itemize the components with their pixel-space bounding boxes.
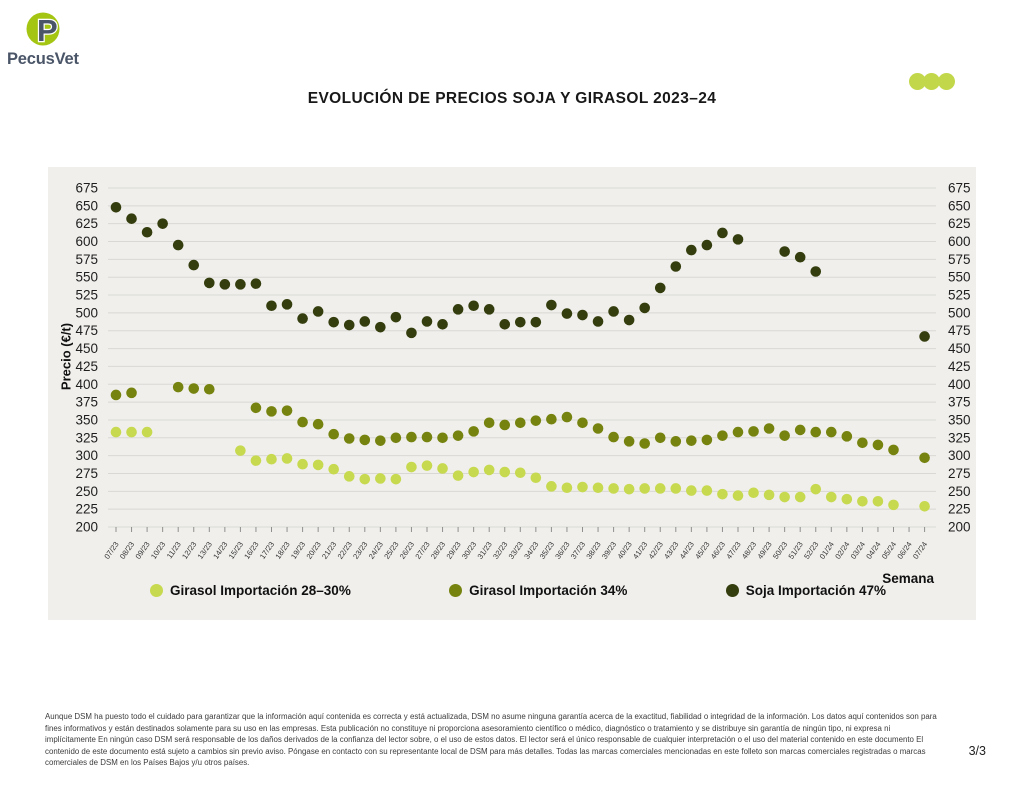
y-tick-label-right: 625 [948,216,971,232]
data-point [313,306,324,317]
data-point [810,484,821,495]
data-point [422,460,433,471]
y-tick-label-left: 400 [75,376,98,392]
data-point [391,312,402,323]
x-tick-label: 15/23 [226,539,246,561]
data-point [111,427,122,438]
data-point [499,319,510,330]
data-point [562,482,573,493]
data-point [531,317,542,328]
disclaimer-line: comerciales de DSM en los Países Bajos y/u otros países. [45,758,250,768]
data-point [484,418,495,429]
data-point [593,482,604,493]
data-point [639,483,650,494]
y-tick-label-right: 375 [948,394,971,410]
y-tick-label-right: 650 [948,198,971,214]
data-point [593,316,604,327]
data-point [453,470,464,481]
y-tick-label-right: 250 [948,483,971,499]
x-tick-label: 36/23 [553,539,572,561]
data-point [779,492,790,503]
x-tick-label: 02/24 [833,539,852,561]
x-tick-label: 05/24 [879,539,899,561]
data-point [313,419,324,430]
data-point [437,319,448,330]
data-point [608,306,619,317]
data-point [406,432,417,443]
data-point [375,473,386,484]
disclaimer-line: fines informativos y están destinados solamente para su uso en las empresas. Esta publicación no constituye ni proporciona asesoramiento científico o médico, diagnóstico o tratamiento y se distribuye sin garantía de ningún tipo, ni expresa ni [45,723,891,733]
x-tick-label: 11/23 [164,539,183,561]
decoration-dot [938,73,955,90]
data-point [328,429,339,440]
data-point [608,432,619,443]
data-point [515,317,526,328]
y-tick-label-right: 500 [948,305,971,321]
data-point [126,427,137,438]
disclaimer [45,711,975,769]
chart-panel [48,167,976,620]
data-point [422,432,433,443]
x-tick-label: 51/23 [786,539,805,561]
data-point [375,322,386,333]
data-point [406,462,417,473]
data-point [748,487,759,498]
data-point [639,303,650,314]
data-point [391,474,402,485]
y-tick-label-right: 275 [948,465,971,481]
x-tick-label: 43/23 [662,539,681,561]
y-tick-label-right: 550 [948,269,971,285]
legend-item-0 [150,583,351,598]
data-point [919,501,930,512]
x-tick-label: 50/23 [771,539,790,561]
x-tick-label: 10/23 [149,539,168,561]
y-tick-label-right: 300 [948,448,971,464]
x-tick-label: 45/23 [693,539,712,561]
data-point [126,213,137,224]
data-point [282,453,293,464]
data-point [810,427,821,438]
data-point [468,426,479,437]
x-tick-label: 26/23 [397,539,417,561]
data-point [391,432,402,443]
x-tick-label: 32/23 [491,539,510,561]
x-tick-label: 13/23 [195,539,214,561]
data-point [655,432,666,443]
data-point [639,438,650,449]
data-point [873,440,884,451]
x-tick-label: 31/23 [475,539,494,561]
logo [7,12,127,69]
x-tick-label: 24/23 [366,539,385,561]
data-point [111,202,122,213]
data-point [733,427,744,438]
data-point [919,452,930,463]
data-point [577,418,588,429]
legend-dot-icon [726,584,739,597]
x-tick-label: 04/24 [864,539,883,561]
x-tick-label: 19/23 [288,539,308,561]
y-tick-label-left: 650 [75,198,98,214]
legend-label: Girasol Importación 34% [469,583,628,598]
y-tick-label-right: 200 [948,519,971,535]
y-tick-label-left: 250 [75,483,98,499]
data-point [360,435,371,446]
data-point [826,427,837,438]
data-point [235,279,246,290]
y-tick-label-right: 600 [948,234,971,250]
y-axis-title: Precio (€/t) [58,322,74,391]
data-point [344,433,355,444]
data-point [577,310,588,321]
x-tick-label: 46/23 [708,539,728,561]
y-tick-label-right: 475 [948,323,971,339]
x-tick-label: 22/23 [335,539,354,561]
x-tick-label: 07/23 [102,539,121,561]
data-point [546,414,557,425]
data-point [157,218,168,229]
data-point [655,483,666,494]
data-point [111,390,122,401]
data-point [297,417,308,428]
x-tick-label: 12/23 [180,539,199,561]
x-tick-label: 07/24 [910,539,930,561]
x-tick-label: 20/23 [304,539,323,561]
data-point [173,240,184,251]
legend-dot-icon [150,584,163,597]
data-point [499,467,510,478]
data-point [888,500,899,511]
page-title: EVOLUCIÓN DE PRECIOS SOJA Y GIRASOL 2023–24 [307,90,717,107]
y-tick-label-left: 425 [75,358,98,374]
data-point [344,320,355,331]
data-point [360,474,371,485]
data-point [266,454,277,465]
y-tick-label-left: 225 [75,501,98,517]
data-point [468,467,479,478]
x-tick-label: 33/23 [506,539,525,561]
logo-mark-icon [26,12,62,48]
x-tick-label: 17/23 [257,539,277,561]
data-point [857,496,868,507]
x-tick-label: 03/24 [848,539,868,561]
data-point [437,432,448,443]
data-point [297,459,308,470]
data-point [702,485,713,496]
data-point [142,427,153,438]
data-point [608,483,619,494]
data-point [173,382,184,393]
data-point [282,299,293,310]
data-point [204,278,215,289]
data-point [328,464,339,475]
data-point [422,316,433,327]
data-point [188,383,199,394]
legend-item-1 [449,583,627,598]
data-point [251,455,262,466]
x-tick-label: 23/23 [351,539,370,561]
data-point [686,485,697,496]
x-tick-label: 14/23 [211,539,230,561]
page-number: 3/3 [968,744,986,758]
y-tick-label-right: 675 [948,180,971,196]
data-point [251,403,262,414]
data-point [857,437,868,448]
svg-text:P: P [37,13,58,48]
data-point [795,252,806,263]
legend-dot-icon [449,584,462,597]
y-tick-label-right: 425 [948,358,971,374]
data-point [671,436,682,447]
data-point [842,431,853,442]
data-point [266,406,277,417]
y-tick-label-left: 675 [75,180,98,196]
data-point [484,304,495,315]
data-point [717,430,728,441]
y-tick-label-left: 375 [75,394,98,410]
data-point [826,492,837,503]
data-point [779,246,790,257]
data-point [764,423,775,434]
data-point [795,492,806,503]
y-tick-label-right: 325 [948,430,971,446]
x-tick-label: 35/23 [537,539,557,561]
x-tick-label: 27/23 [413,539,432,561]
y-tick-label-right: 350 [948,412,971,428]
data-point [919,331,930,342]
y-tick-label-left: 325 [75,430,98,446]
x-tick-label: 39/23 [599,539,619,561]
data-point [748,426,759,437]
x-tick-label: 48/23 [739,539,759,561]
chart-canvas [48,167,976,620]
x-tick-label: 38/23 [584,539,603,561]
chart-legend [150,583,886,598]
data-point [873,496,884,507]
data-point [328,317,339,328]
data-point [779,430,790,441]
y-tick-label-left: 200 [75,519,98,535]
x-tick-label: 47/23 [724,539,743,561]
y-tick-label-left: 550 [75,269,98,285]
x-tick-label: 01/24 [817,539,836,561]
data-point [810,266,821,277]
data-point [499,420,510,431]
data-point [468,300,479,311]
x-tick-label: 42/23 [646,539,665,561]
legend-item-2 [726,583,886,598]
data-point [406,328,417,339]
data-point [671,261,682,272]
data-point [344,471,355,482]
y-tick-label-left: 525 [75,287,98,303]
decoration-dots [911,73,955,90]
data-point [717,228,728,239]
data-point [546,481,557,492]
data-point [686,435,697,446]
data-point [593,423,604,434]
data-point [313,460,324,471]
data-point [546,300,557,311]
data-point [702,435,713,446]
x-tick-label: 44/23 [677,539,696,561]
data-point [204,384,215,395]
x-tick-label: 06/24 [895,539,914,561]
y-tick-label-right: 450 [948,341,971,357]
data-point [733,234,744,245]
data-point [733,490,744,501]
x-tick-label: 41/23 [631,539,650,561]
data-point [515,418,526,429]
data-point [142,227,153,238]
x-tick-label: 29/23 [444,539,463,561]
data-point [251,278,262,289]
data-point [562,308,573,319]
x-tick-label: 40/23 [615,539,634,561]
y-tick-label-right: 575 [948,251,971,267]
x-tick-label: 18/23 [273,539,292,561]
y-tick-label-left: 475 [75,323,98,339]
x-axis-title: Semana [882,571,934,586]
data-point [375,435,386,446]
data-point [437,463,448,474]
x-tick-label: 52/23 [802,539,821,561]
y-tick-label-left: 450 [75,341,98,357]
data-point [702,240,713,251]
y-tick-label-left: 600 [75,234,98,250]
data-point [282,405,293,416]
x-tick-label: 37/23 [568,539,588,561]
x-tick-label: 16/23 [242,539,261,561]
data-point [235,445,246,456]
disclaimer-line: contenido de este documento está sujeto a cambios sin previo aviso. Póngase en contacto con su representante local de DSM para más detalles. Todas las marcas comerciales mencionadas en este folleto son marcas comerciales registradas o marcas [45,746,926,756]
data-point [686,245,697,256]
x-tick-label: 28/23 [428,539,448,561]
legend-label: Girasol Importación 28–30% [170,583,351,598]
x-tick-label: 21/23 [320,539,339,561]
disclaimer-line: Aunque DSM ha puesto todo el cuidado para garantizar que la información aquí contenida es correcta y está actualizada, DSM no asume ninguna garantía acerca de la exactitud, fiabilidad o integridad de la información. Los datos aquí contenidos son para [45,712,937,721]
x-tick-label: 08/23 [117,539,137,561]
x-tick-label: 30/23 [460,539,479,561]
data-point [531,415,542,426]
data-point [453,430,464,441]
data-point [577,482,588,493]
y-tick-label-right: 225 [948,501,971,517]
x-tick-label: 49/23 [755,539,774,561]
data-point [717,489,728,500]
data-point [266,300,277,311]
y-tick-label-left: 500 [75,305,98,321]
y-tick-label-right: 525 [948,287,971,303]
data-point [188,260,199,271]
data-point [484,465,495,476]
data-point [624,315,635,326]
x-tick-label: 25/23 [382,539,401,561]
y-tick-label-left: 300 [75,448,98,464]
data-point [671,483,682,494]
data-point [360,316,371,327]
data-point [624,484,635,495]
y-tick-label-left: 625 [75,216,98,232]
data-point [515,467,526,478]
y-tick-label-left: 275 [75,465,98,481]
y-tick-label-left: 350 [75,412,98,428]
data-point [764,490,775,501]
data-point [126,388,137,399]
data-point [531,472,542,483]
data-point [220,279,231,290]
data-point [888,445,899,456]
y-tick-label-left: 575 [75,251,98,267]
data-point [795,425,806,436]
logo-text: PecusVet [7,50,79,68]
data-point [842,494,853,505]
x-tick-label: 09/23 [133,539,152,561]
legend-label: Soja Importación 47% [745,583,886,598]
data-point [655,283,666,294]
disclaimer-line: implícitamente En ningún caso DSM será responsable de los daños derivados de la confianza del lector sobre, o el uso de estos datos. El lector será el único responsable de cualquier interpretación o el uso del material contenido en este documento El [45,735,924,745]
y-tick-label-right: 400 [948,376,971,392]
data-point [453,304,464,315]
x-tick-label: 34/23 [522,539,541,561]
data-point [562,412,573,423]
data-point [297,313,308,324]
data-point [624,436,635,447]
